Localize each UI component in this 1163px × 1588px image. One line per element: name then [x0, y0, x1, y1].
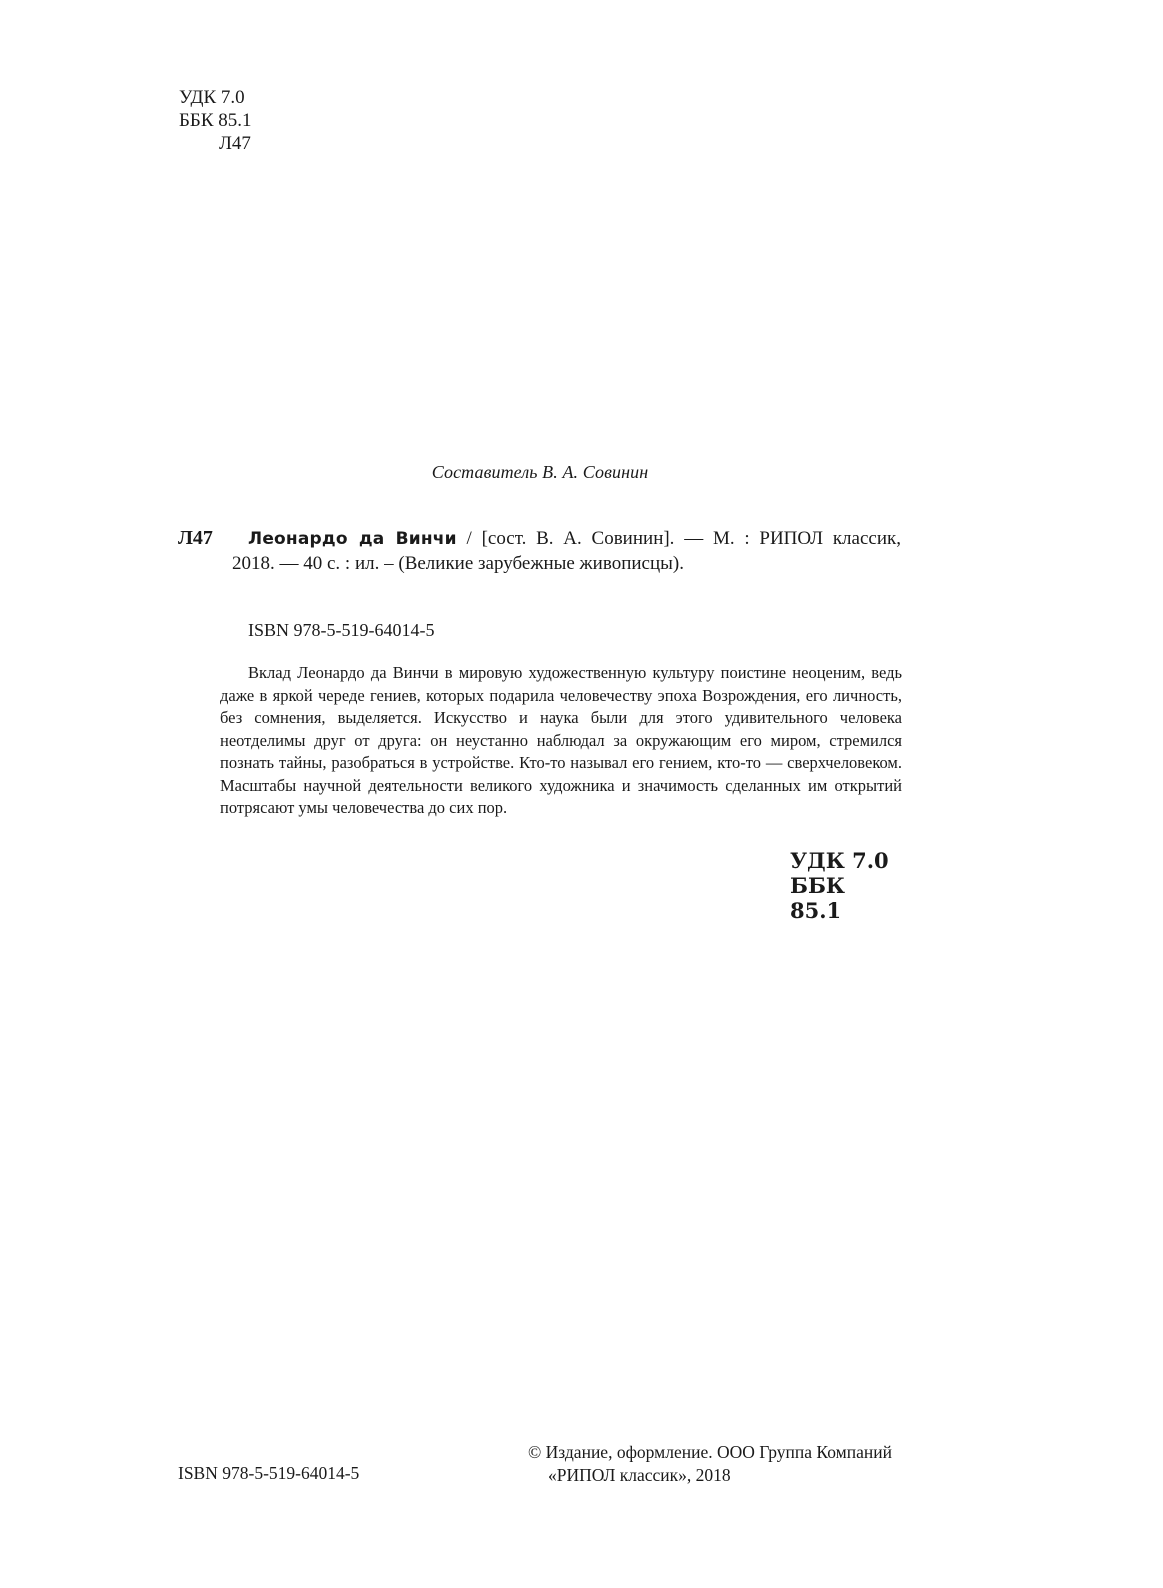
- copyright-line-1: © Издание, оформление. ООО Группа Компаний: [528, 1442, 892, 1462]
- isbn: ISBN 978-5-519-64014-5: [248, 620, 435, 640]
- author-sign: Л47: [219, 133, 251, 154]
- biblio-details: / [сост. В. А. Совинин]. — М. : РИПОЛ классик,: [456, 528, 901, 549]
- copyright-notice: [528, 1441, 892, 1487]
- right-classification-codes: [790, 848, 902, 923]
- copyright-line-2: «РИПОЛ классик», 2018: [548, 1465, 731, 1485]
- biblio-line-2: 2018. — 40 с. : ил. – (Великие зарубежные живописцы).: [232, 553, 684, 574]
- top-classification-codes: [179, 86, 252, 155]
- book-title: Леонардо да Винчи: [248, 529, 457, 549]
- biblio-line-1: [248, 527, 901, 551]
- abstract: [220, 662, 902, 820]
- udk-code-bold: УДК 7.0: [790, 848, 889, 873]
- compiler-credit: Составитель В. А. Совинин: [431, 462, 649, 482]
- abstract-text: Вклад Леонардо да Винчи в мировую художественную культуру поистине неоценим, ведь даже в яркой череде гениев, которых подарила человечеству эпоха Возрождения, его личность, без сомнения, выделяется. Искусство и наука были для этого удивительного человека неотделимы друг от друга: он неустанно наблюдал за окружающим его миром, стремился познать тайны, разобраться в устройстве. Кто-то называл его гением, кто-то — сверхчеловеком. Масштабы научной деятельности великого художника и значимость сделанных им открытий потрясают умы человечества до сих пор.: [220, 663, 902, 817]
- udk-code: УДК 7.0: [179, 87, 245, 108]
- biblio-author-sign: Л47: [178, 527, 213, 549]
- bbk-code-bold: ББК 85.1: [790, 873, 845, 923]
- bbk-code: ББК 85.1: [179, 110, 252, 131]
- footer-isbn: ISBN 978-5-519-64014-5: [178, 1463, 360, 1483]
